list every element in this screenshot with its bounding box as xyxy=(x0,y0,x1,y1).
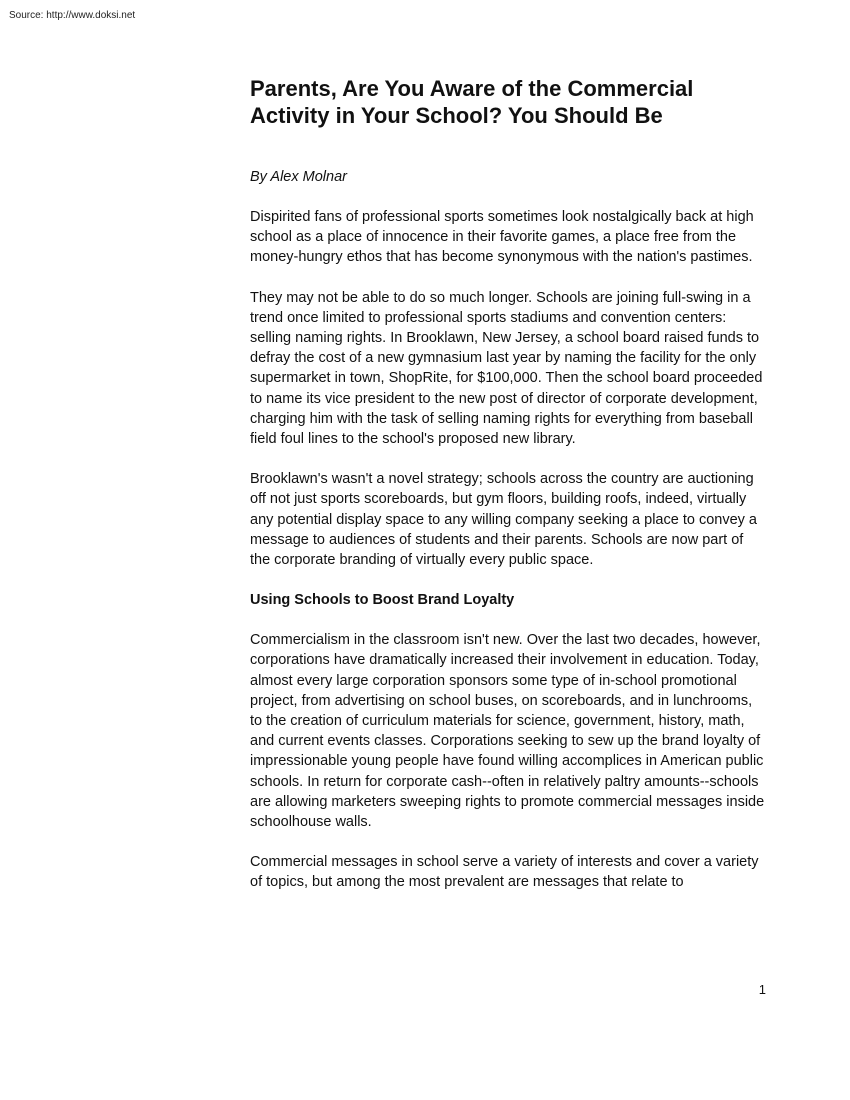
paragraph-3: Brooklawn's wasn't a novel strategy; schools across the country are auctioning off not just sports scoreboards, but gym floors, building roofs, indeed, virtually any potential display space to any willing company seeking a place to convey a message to audiences of students and their parents. Schools are now part of the corporate branding of virtually every public space. xyxy=(250,471,757,569)
paragraph-5: Commercial messages in school serve a variety of interests and cover a variety of topics, but among the most prevalent are messages that relate to xyxy=(250,854,759,891)
page-number: 1 xyxy=(758,982,766,997)
section-heading: Using Schools to Boost Brand Loyalty xyxy=(250,592,515,609)
article-title: Parents, Are You Aware of the Commercial Activity in Your School? You Should Be xyxy=(250,76,694,128)
source-note: Source: http://www.doksi.net xyxy=(9,10,136,21)
paragraph-2: They may not be able to do so much longer. Schools are joining full-swing in a trend once limited to professional sports stadiums and convention centers: selling naming rights. In Brooklawn, New Jersey, a school board raised funds to defray the cost of a new gymnasium last year by naming the facility for the only supermarket in town, ShopRite, for $100,000. Then the school board proceeded to name its vice president to the new post of director of corporate development, charging him with the task of selling naming rights for everything from baseball field foul lines to the school's proposed new library. xyxy=(250,289,763,448)
paragraph-1: Dispirited fans of professional sports sometimes look nostalgically back at high school as a place of innocence in their favorite games, a place free from the money-hungry ethos that has become synonymous with the nation's pastimes. xyxy=(250,209,754,266)
paragraph-4: Commercialism in the classroom isn't new. Over the last two decades, however, corporations have dramatically increased their involvement in education. Today, almost every large corporation sponsors some type of in-school promotional project, from advertising on school buses, on scoreboards, and in lunchrooms, to the creation of curriculum materials for science, government, history, math, and current events classes. Corporations seeking to sew up the brand loyalty of impressionable young people have found willing accomplices in American public schools. In return for corporate cash--often in relatively paltry amounts--schools are allowing marketers sweeping rights to promote commercial messages inside schoolhouse walls. xyxy=(250,632,765,831)
article xyxy=(250,75,765,893)
byline: By Alex Molnar xyxy=(250,169,347,185)
